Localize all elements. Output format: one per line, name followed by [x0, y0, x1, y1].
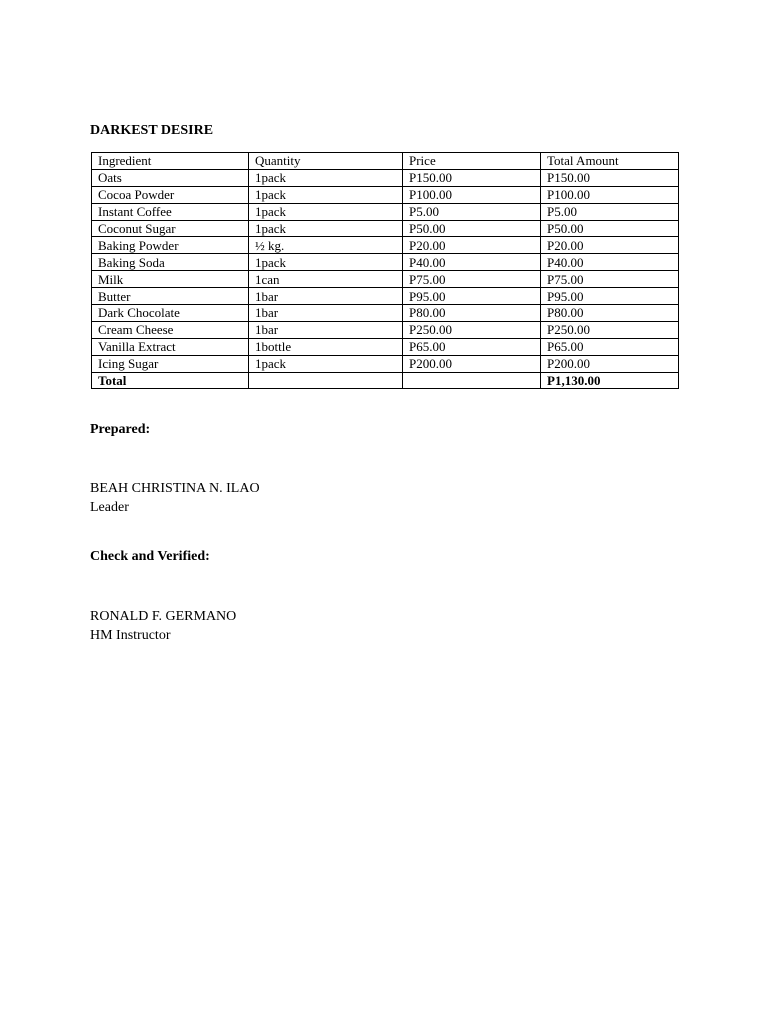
total-label: Total [92, 372, 249, 389]
ingredient-cell: Oats [92, 169, 249, 186]
total-quantity-cell [249, 372, 403, 389]
ingredient-cell: Cream Cheese [92, 321, 249, 338]
table-row [92, 271, 679, 288]
table-row [92, 254, 679, 271]
ingredient-cell: Baking Powder [92, 237, 249, 254]
quantity-cell: 1bar [249, 321, 403, 338]
total-amount-cell: P200.00 [541, 355, 679, 372]
quantity-cell: 1pack [249, 186, 403, 203]
price-cell: P50.00 [403, 220, 541, 237]
quantity-cell: 1pack [249, 169, 403, 186]
header-quantity: Quantity [249, 153, 403, 170]
ingredient-cell: Icing Sugar [92, 355, 249, 372]
total-amount-cell: P5.00 [541, 203, 679, 220]
table-row [92, 305, 679, 322]
ingredient-cell: Milk [92, 271, 249, 288]
total-amount-cell: P95.00 [541, 288, 679, 305]
table-row [92, 220, 679, 237]
price-cell: P75.00 [403, 271, 541, 288]
ingredient-cell: Dark Chocolate [92, 305, 249, 322]
grand-total-amount: P1,130.00 [541, 372, 679, 389]
price-cell: P40.00 [403, 254, 541, 271]
preparer-role: Leader [90, 500, 129, 515]
prepared-label: Prepared: [90, 422, 151, 437]
price-cell: P5.00 [403, 203, 541, 220]
table-row [92, 321, 679, 338]
total-amount-cell: P150.00 [541, 169, 679, 186]
quantity-cell: 1bottle [249, 338, 403, 355]
total-price-cell [403, 372, 541, 389]
quantity-cell: 1pack [249, 220, 403, 237]
header-price: Price [403, 153, 541, 170]
header-ingredient: Ingredient [92, 153, 249, 170]
price-cell: P80.00 [403, 305, 541, 322]
quantity-cell: 1bar [249, 288, 403, 305]
ingredient-cell: Coconut Sugar [92, 220, 249, 237]
total-amount-cell: P80.00 [541, 305, 679, 322]
quantity-cell: 1bar [249, 305, 403, 322]
table-row [92, 338, 679, 355]
quantity-cell: 1pack [249, 254, 403, 271]
table-row [92, 288, 679, 305]
quantity-cell: ½ kg. [249, 237, 403, 254]
preparer-name: BEAH CHRISTINA N. ILAO [90, 481, 260, 496]
ingredient-cost-table [91, 152, 679, 389]
price-cell: P150.00 [403, 169, 541, 186]
total-amount-cell: P65.00 [541, 338, 679, 355]
table-row [92, 237, 679, 254]
ingredient-cell: Vanilla Extract [92, 338, 249, 355]
price-cell: P20.00 [403, 237, 541, 254]
ingredient-cell: Cocoa Powder [92, 186, 249, 203]
quantity-cell: 1pack [249, 203, 403, 220]
price-cell: P250.00 [403, 321, 541, 338]
table-row [92, 186, 679, 203]
price-cell: P200.00 [403, 355, 541, 372]
total-amount-cell: P20.00 [541, 237, 679, 254]
total-row [92, 372, 679, 389]
header-total-amount: Total Amount [541, 153, 679, 170]
total-amount-cell: P50.00 [541, 220, 679, 237]
table-row [92, 355, 679, 372]
quantity-cell: 1can [249, 271, 403, 288]
ingredient-cell: Baking Soda [92, 254, 249, 271]
verifier-role: HM Instructor [90, 628, 171, 643]
document-title: DARKEST DESIRE [90, 123, 214, 138]
price-cell: P95.00 [403, 288, 541, 305]
total-amount-cell: P100.00 [541, 186, 679, 203]
table-header-row [92, 153, 679, 170]
table-row [92, 169, 679, 186]
quantity-cell: 1pack [249, 355, 403, 372]
verifier-name: RONALD F. GERMANO [90, 609, 237, 624]
price-cell: P100.00 [403, 186, 541, 203]
checked-verified-label: Check and Verified: [90, 549, 210, 564]
total-amount-cell: P75.00 [541, 271, 679, 288]
price-cell: P65.00 [403, 338, 541, 355]
total-amount-cell: P40.00 [541, 254, 679, 271]
total-amount-cell: P250.00 [541, 321, 679, 338]
table-row [92, 203, 679, 220]
ingredient-cell: Butter [92, 288, 249, 305]
ingredient-cell: Instant Coffee [92, 203, 249, 220]
